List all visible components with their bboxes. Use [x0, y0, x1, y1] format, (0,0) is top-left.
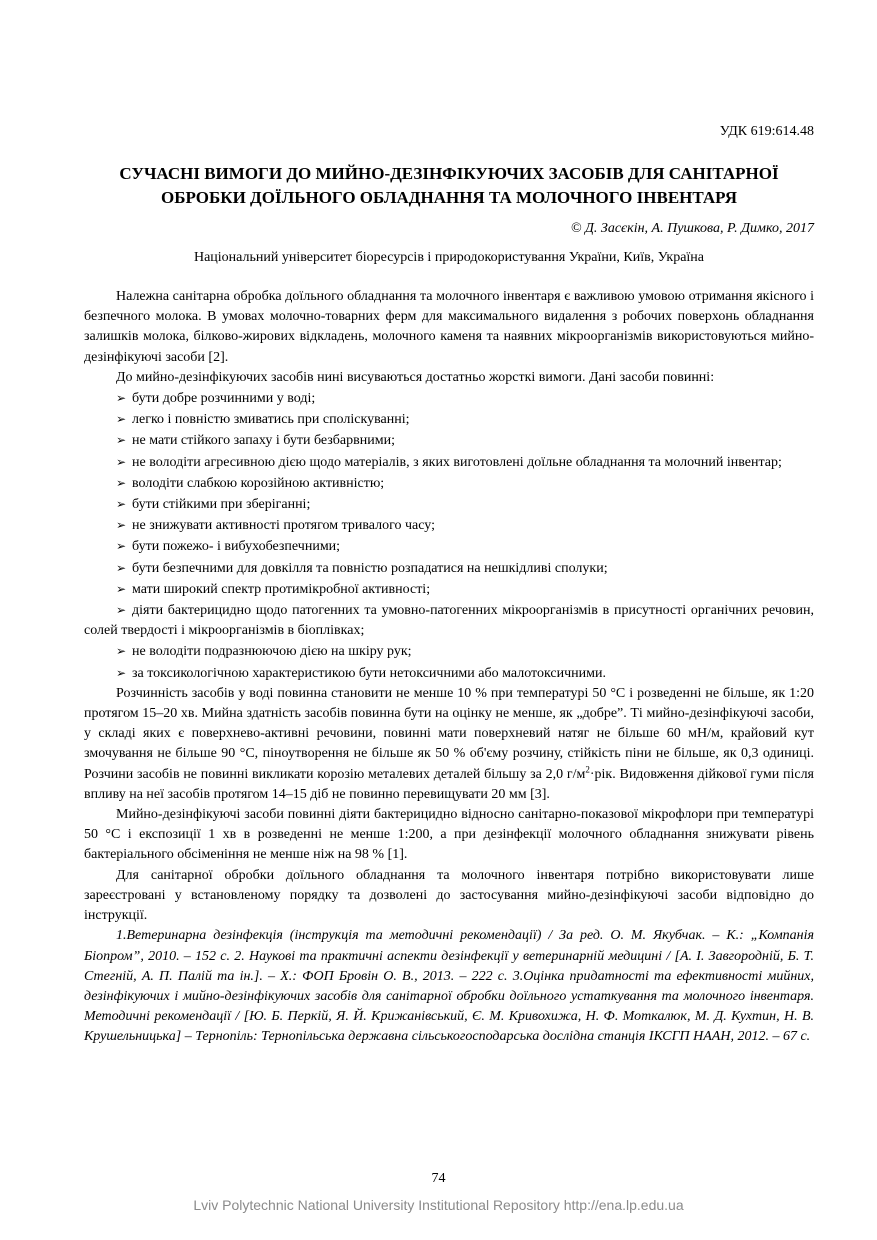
- arrow-bullet-icon: ➢: [116, 497, 127, 512]
- intro-paragraph-2: До мийно-дезінфікуючих засобів нині висуваються достатньо жорсткі вимоги. Дані засоби повинні:: [116, 369, 715, 385]
- arrow-bullet-icon: ➢: [116, 475, 127, 490]
- references: [84, 926, 814, 1047]
- registration-paragraph: Для санітарної обробки доїльного обладнання та молочного інвентаря потрібно використовувати лише зареєстровані у встановленому порядку та дозволені до застосування мийно-дезінфікуючі засоби відповідно до інструкції.: [84, 867, 814, 924]
- references-text: 1.Ветеринарна дезінфекція (інструкція та методичні рекомендації) / За ред. О. М. Якубчак. – К.: „Компанія Біопром”, 2010. – 152 с. 2. Наукові та практичні аспекти дезінфекції у ветеринарній медицині / [А. І. Завгородній, Б. Т. Стегній, А. П. Палій та ін.]. – Х.: ФОП Бровін О. В., 2013. – 222 с. 3.Оцінка придатності та ефективності мийних, дезінфікуючих і мийно-дезінфікуючих засобів для санітарної обробки доїльного устаткування та молочного інвентаря. Методичні рекомендації / [Ю. Б. Перкій, Я. Й. Крижанівський, Є. М. Кривохижа, Н. Ф. Моткалюк, М. Д. Кухтин, Н. В. Крушельницька] – Тернопіль: Тернопільська державна сільськогосподарська дослідна станція ІКСГП НААН, 2012. – 67 с.: [84, 928, 814, 1045]
- bactericidal-paragraph: Мийно-дезінфікуючі засоби повинні діяти бактерицидно відносно санітарно-показової мікрофлори при температурі 50 °С і експозиції 1 хв в розведенні не менше 1:200, а при дезінфекції молочного обладнання знижувати рівень бактеріального обсіменіння не менше ніж на 98 % [1].: [84, 807, 814, 863]
- arrow-bullet-icon: ➢: [116, 454, 127, 469]
- udc-code: УДК 619:614.48: [719, 124, 814, 139]
- requirements-list: [84, 388, 814, 684]
- intro-paragraph-1: Належна санітарна обробка доїльного обладнання та молочного інвентаря є важливою умовою отримання якісного і безпечного молока. В умовах молочно-товарних ферм для максимального видалення з робочих поверхонь обладнання залишків молока, білково-жирових відкладень, молочного каменя та наявних мікроорганізмів використовуються мийно-дезінфікуючі засоби [2].: [84, 289, 814, 365]
- list-item: ➢ бути пожежо- і вибухобезпечними;: [84, 536, 814, 557]
- authors-copyright: © Д. Засєкін, А. Пушкова, Р. Димко, 2017: [570, 221, 814, 236]
- title-line-1: СУЧАСНІ ВИМОГИ ДО МИЙНО-ДЕЗІНФІКУЮЧИХ ЗАСОБІВ ДЛЯ САНІТАРНОЇ: [119, 164, 779, 183]
- title-line-2: ОБРОБКИ ДОЇЛЬНОГО ОБЛАДНАННЯ ТА МОЛОЧНОГО ІНВЕНТАРЯ: [161, 188, 737, 207]
- list-item: ➢ легко і повністю змиватись при споліскуванні;: [84, 409, 814, 430]
- list-item: ➢ бути добре розчинними у воді;: [84, 388, 814, 409]
- list-item: ➢ не володіти агресивною дією щодо матеріалів, з яких виготовлені доїльне обладнання та молочний інвентар;: [84, 452, 814, 473]
- arrow-bullet-icon: ➢: [116, 539, 127, 554]
- list-item: ➢ бути стійкими при зберіганні;: [84, 494, 814, 515]
- list-item: ➢ діяти бактерицидно щодо патогенних та умовно-патогенних мікроорганізмів в присутності органічних речовин, солей твердості і мікроорганізмів в біоплівках;: [84, 600, 814, 641]
- arrow-bullet-icon: ➢: [116, 391, 127, 406]
- arrow-bullet-icon: ➢: [116, 581, 127, 596]
- list-item: ➢ мати широкий спектр протимікробної активності;: [84, 579, 814, 600]
- arrow-bullet-icon: ➢: [116, 560, 127, 575]
- solubility-paragraph: Розчинність засобів у воді повинна становити не менше 10 % при температурі 50 °С і розведенні не більше, як 1:20 протягом 15–20 хв. Мийна здатність засобів повинна бути на оцінку не менше, як „добре”. Ті мийно-дезінфікуючі засоби, у складі яких є поверхнево-активні речовини, повинні мати поверхневий натяг не більше 60 мН/м, крайовий кут змочування не більше 90 °С, піноутворення не більше як 50 % об'єму розчину, стійкість піни не більше, як 0,3 одиниці. Розчини засобів не повинні викликати корозію металевих деталей більшу за 2,0 $г/м^2\cdot рік$. Видовження дійкової гуми після впливу на неї засобів протягом 14–15 діб не повинно перевищувати 20 мм [3].: [84, 685, 814, 802]
- paper-body: [84, 287, 814, 1048]
- page-number: 74: [431, 1171, 446, 1186]
- arrow-bullet-icon: ➢: [116, 518, 127, 533]
- arrow-bullet-icon: ➢: [116, 603, 127, 618]
- repository-footer: Lviv Polytechnic National University Institutional Repository http://ena.lp.edu.ua: [193, 1197, 684, 1213]
- list-item: ➢ бути безпечними для довкілля та повністю розпадатися на нешкідливі сполуки;: [84, 558, 814, 579]
- list-item: ➢ не володіти подразнюючою дією на шкіру рук;: [84, 641, 814, 662]
- list-item: ➢ не знижувати активності протягом тривалого часу;: [84, 515, 814, 536]
- list-item: ➢ за токсикологічною характеристикою бути нетоксичними або малотоксичними.: [84, 663, 814, 684]
- superscript: 2: [585, 764, 590, 775]
- affiliation: Національний університет біоресурсів і природокористування України, Київ, Україна: [193, 250, 705, 265]
- arrow-bullet-icon: ➢: [116, 644, 127, 659]
- list-item: ➢ не мати стійкого запаху і бути безбарвними;: [84, 430, 814, 451]
- list-item: ➢ володіти слабкою корозійною активністю;: [84, 473, 814, 494]
- arrow-bullet-icon: ➢: [116, 433, 127, 448]
- paper-title: [84, 162, 814, 210]
- arrow-bullet-icon: ➢: [116, 412, 127, 427]
- arrow-bullet-icon: ➢: [116, 665, 127, 680]
